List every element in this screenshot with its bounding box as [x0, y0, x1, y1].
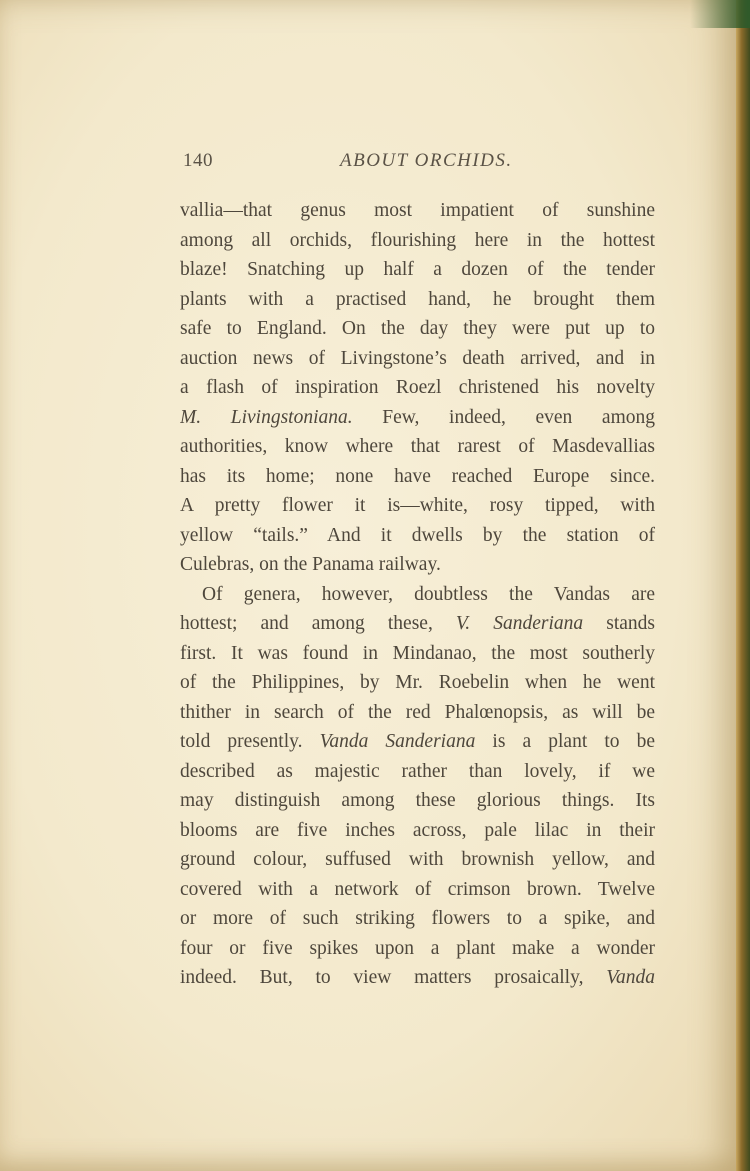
- text-segment: may distinguish among these glorious things. Its: [180, 790, 655, 811]
- text-line: [180, 757, 655, 787]
- text-line: [180, 639, 655, 669]
- text-segment: of the Philippines, by Mr. Roebelin when he went: [180, 672, 655, 693]
- text-segment: a flash of inspiration Roezl christened his novelty: [180, 377, 655, 398]
- running-title: ABOUT ORCHIDS.: [340, 150, 513, 171]
- text-segment: indeed. But, to view matters prosaically,: [180, 967, 607, 988]
- text-segment: safe to England. On the day they were put up to: [180, 318, 655, 339]
- text-line: [180, 403, 655, 433]
- body-text: [180, 196, 655, 993]
- text-segment: told presently.: [180, 731, 320, 752]
- text-line: [180, 432, 655, 462]
- text-segment: among all orchids, flourishing here in the hottest: [180, 229, 655, 251]
- text-segment: auction news of Livingstone’s death arrived, and in: [180, 347, 655, 369]
- text-line: [180, 255, 655, 285]
- text-segment: is a plant to be: [475, 731, 655, 752]
- text-segment: yellow “tails.” And it dwells by the station of: [180, 524, 655, 546]
- text-line: [180, 698, 655, 728]
- page-header: [183, 150, 653, 180]
- text-segment: hottest; and among these,: [180, 613, 456, 634]
- text-segment: or more of such striking flowers to a spike, and: [180, 908, 655, 929]
- text-line: [180, 609, 655, 639]
- text-segment: four or five spikes upon a plant make a wonder: [180, 937, 655, 959]
- text-segment: blaze! Snatching up half a dozen of the tender: [180, 259, 655, 280]
- text-line: [180, 521, 655, 551]
- text-segment: A pretty flower it is—white, rosy tipped, with: [180, 495, 655, 516]
- italic-text: Vanda: [606, 967, 655, 988]
- text-line: [180, 491, 655, 521]
- text-line: [180, 904, 655, 934]
- text-segment: described as majestic rather than lovely, if we: [180, 760, 655, 782]
- text-line: [180, 934, 655, 964]
- text-line: [180, 875, 655, 905]
- text-line: [180, 550, 655, 580]
- text-line: [180, 196, 655, 226]
- text-line: [180, 314, 655, 344]
- text-line: [180, 462, 655, 492]
- text-segment: plants with a practised hand, he brought them: [180, 288, 655, 310]
- text-segment: Few, indeed, even among: [352, 406, 655, 428]
- text-segment: stands: [583, 613, 655, 634]
- text-line: [180, 344, 655, 374]
- italic-text: Vanda Sanderiana: [319, 731, 476, 752]
- text-line: [180, 963, 655, 993]
- text-segment: vallia—that genus most impatient of sunshine: [180, 200, 655, 221]
- text-segment: first. It was found in Mindanao, the most southerly: [180, 642, 655, 664]
- page-number: 140: [183, 150, 213, 171]
- text-segment: ground colour, suffused with brownish yellow, and: [180, 849, 655, 870]
- text-segment: covered with a network of crimson brown. Twelve: [180, 878, 655, 900]
- text-line: [180, 668, 655, 698]
- text-line: [180, 845, 655, 875]
- cover-corner: [690, 0, 750, 28]
- text-line: [180, 373, 655, 403]
- text-segment: has its home; none have reached Europe since.: [180, 465, 655, 487]
- text-segment: blooms are five inches across, pale lilac in their: [180, 819, 655, 841]
- italic-text: V. Sanderiana: [455, 613, 584, 634]
- text-segment: thither in search of the red Phalœnopsis, as will be: [180, 701, 655, 723]
- text-segment: Culebras, on the Panama railway.: [180, 554, 441, 575]
- text-segment: Of genera, however, doubtless the Vandas are: [202, 583, 655, 605]
- text-line: [180, 816, 655, 846]
- italic-text: M. Livingstoniana.: [180, 406, 353, 428]
- text-line: [180, 786, 655, 816]
- text-line: [180, 727, 655, 757]
- text-segment: authorities, know where that rarest of Masdevallias: [180, 436, 655, 457]
- text-line: [180, 580, 655, 610]
- text-line: [180, 226, 655, 256]
- page-edge: [736, 0, 750, 1171]
- text-line: [180, 285, 655, 315]
